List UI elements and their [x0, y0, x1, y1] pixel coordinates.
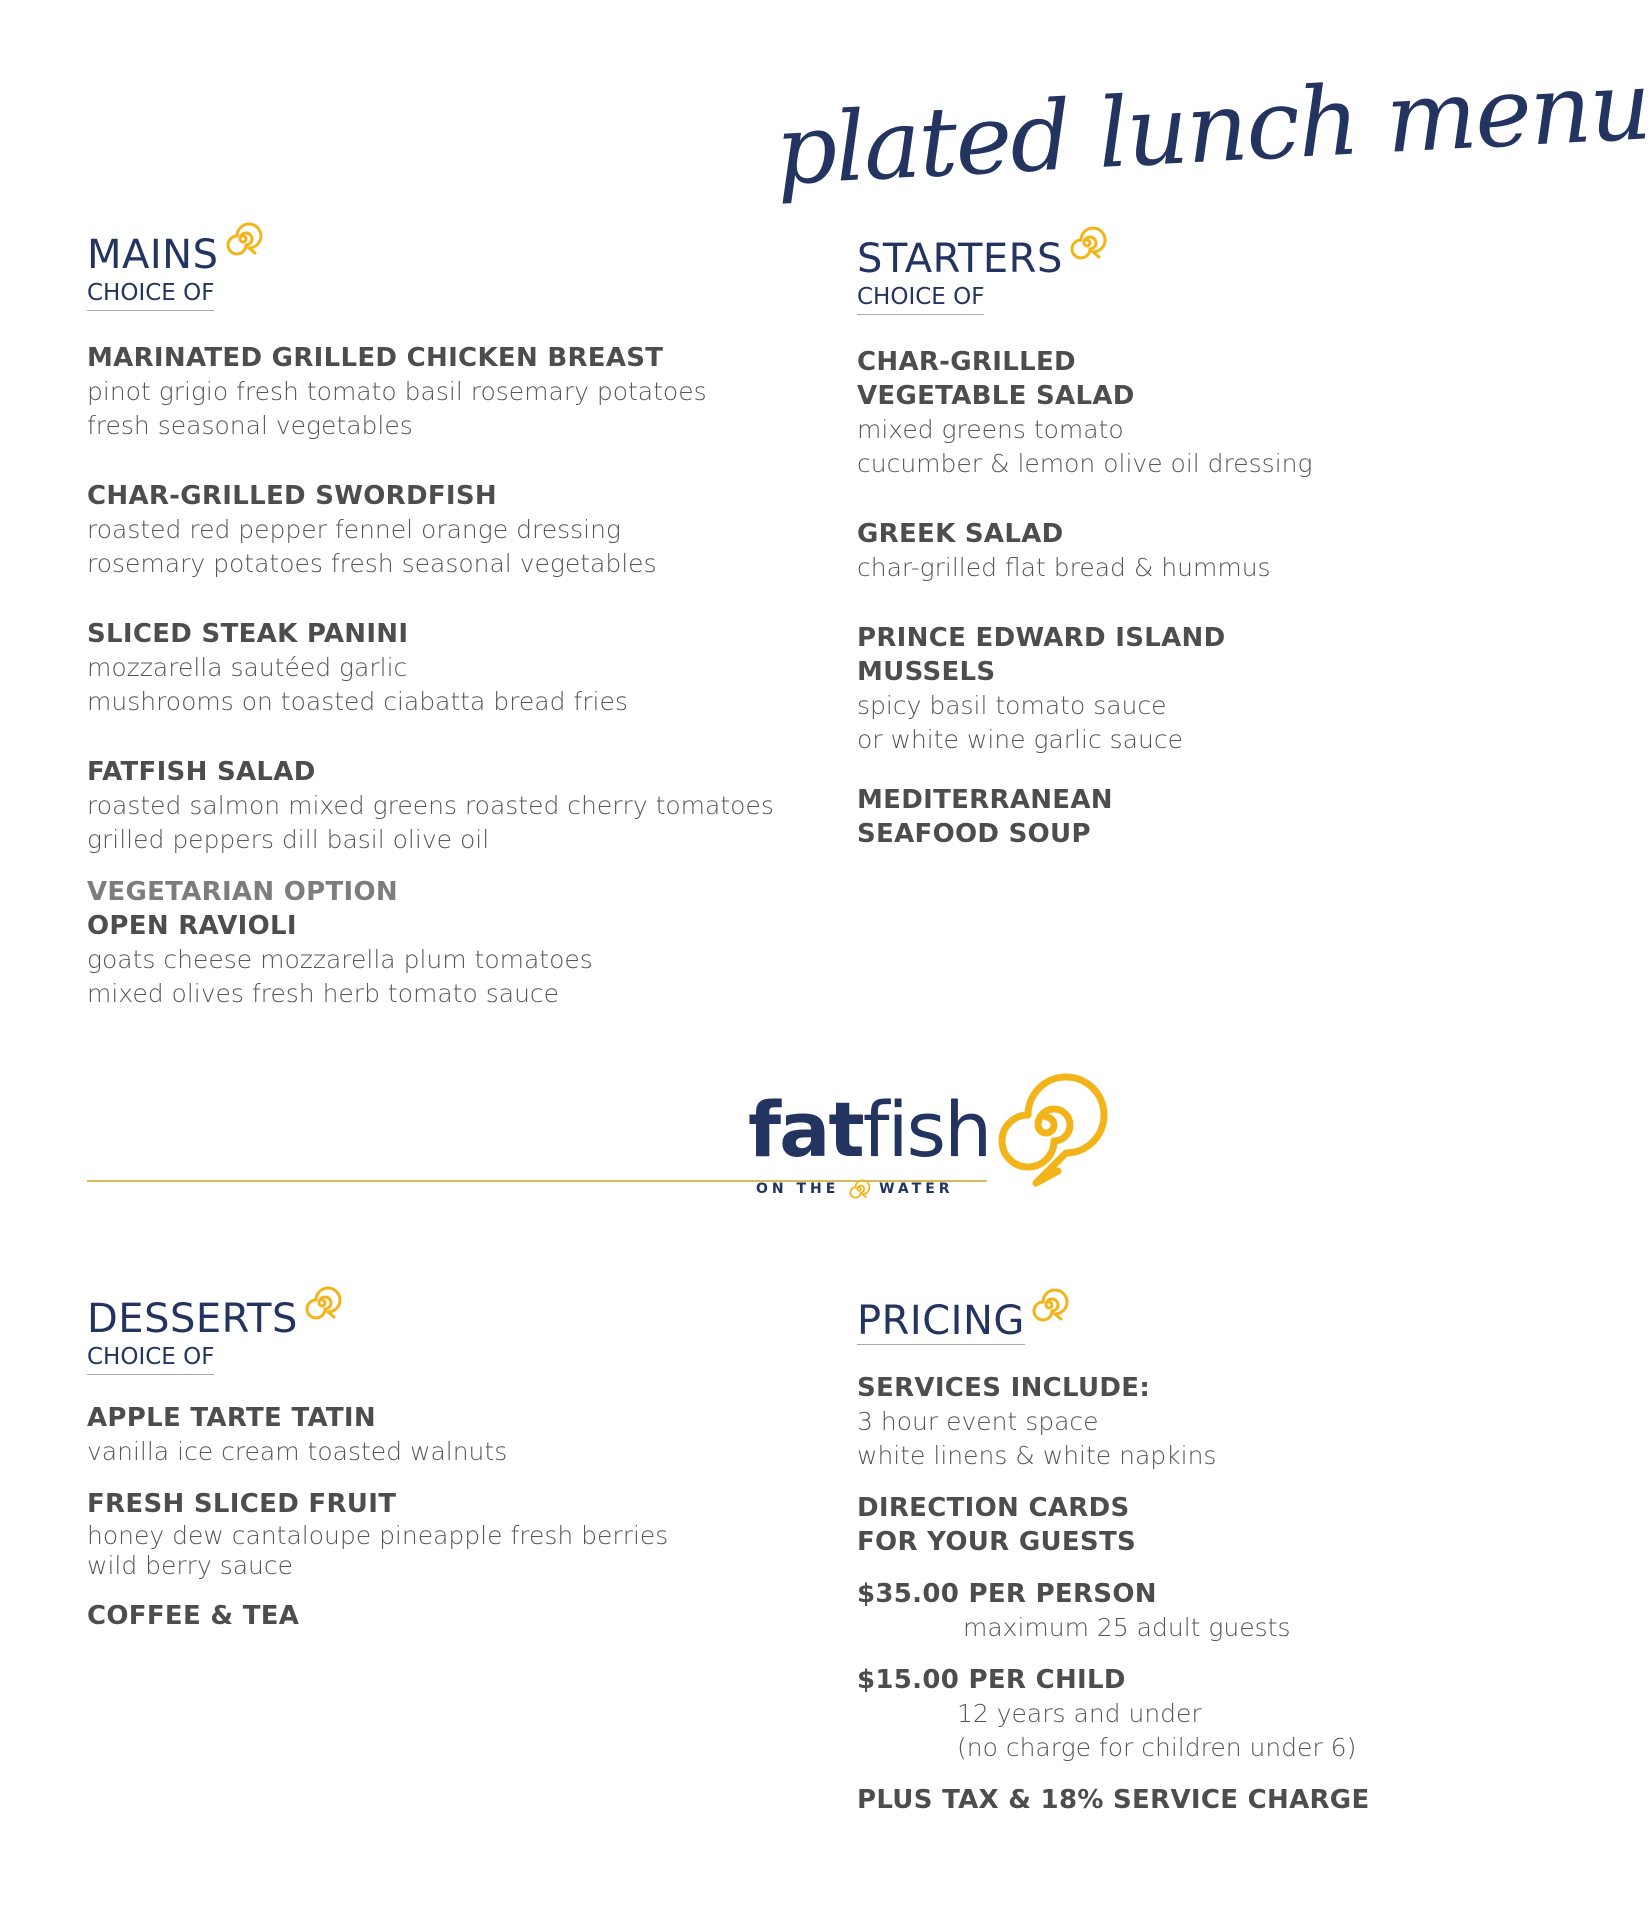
item-desc: spicy basil tomato sauce [857, 691, 1167, 720]
direction-line: DIRECTION CARDS [857, 1493, 1130, 1523]
menu-item [87, 341, 807, 443]
menu-item [87, 1599, 807, 1633]
item-title: MUSSELS [857, 657, 996, 687]
item-desc: roasted salmon mixed greens roasted cherry tomatoes [87, 791, 774, 820]
mains-subtitle: CHOICE OF [87, 278, 214, 311]
services [857, 1371, 1457, 1473]
item-title: GREEK SALAD [857, 519, 1064, 549]
item-desc: honey dew cantaloupe pineapple fresh berries [87, 1521, 669, 1550]
item-title: SLICED STEAK PANINI [87, 619, 409, 649]
item-desc: char-grilled flat bread & hummus [857, 553, 1271, 582]
item-desc: cucumber & lemon olive oil dressing [857, 449, 1313, 478]
item-title: OPEN RAVIOLI [87, 911, 297, 941]
logo-spiral-icon [980, 1055, 1110, 1205]
price-child [857, 1663, 1457, 1765]
item-desc: grilled peppers dill basil olive oil [87, 825, 490, 854]
service-line: 3 hour event space [857, 1407, 1099, 1436]
item-title: MARINATED GRILLED CHICKEN BREAST [87, 343, 664, 373]
item-desc: mozzarella sautéed garlic [87, 653, 408, 682]
item-title: SEAFOOD SOUP [857, 819, 1091, 849]
item-title: COFFEE & TEA [87, 1601, 300, 1631]
item-desc: mixed olives fresh herb tomato sauce [87, 979, 560, 1008]
menu-item [87, 1487, 807, 1581]
starters-section [857, 236, 1417, 851]
swirl-icon [1030, 1286, 1068, 1324]
vegetarian-option [87, 875, 807, 1011]
logo-wordmark [748, 1085, 991, 1174]
page-title: plated lunch menu [772, 49, 1652, 207]
price-note: (no charge for children under 6) [957, 1733, 1357, 1762]
item-title: APPLE TARTE TATIN [87, 1403, 376, 1433]
price-per-child: $15.00 PER CHILD [857, 1665, 1126, 1695]
item-desc: wild berry sauce [87, 1551, 294, 1580]
menu-item [87, 755, 807, 857]
services-title: SERVICES INCLUDE: [857, 1373, 1151, 1403]
swirl-icon [224, 220, 262, 258]
starters-title: STARTERS [857, 236, 1063, 282]
menu-item [87, 617, 807, 719]
menu-item [857, 517, 1417, 585]
swirl-icon [848, 1178, 870, 1200]
service-line: white linens & white napkins [857, 1441, 1217, 1470]
item-desc: rosemary potatoes fresh seasonal vegetables [87, 549, 657, 578]
logo-word-bold: fat [748, 1085, 863, 1174]
item-title: FRESH SLICED FRUIT [87, 1489, 397, 1519]
item-title: CHAR-GRILLED SWORDFISH [87, 481, 497, 511]
item-desc: pinot grigio fresh tomato basil rosemary potatoes [87, 377, 707, 406]
item-desc: goats cheese mozzarella plum tomatoes [87, 945, 593, 974]
logo-tag-right: WATER [879, 1181, 954, 1197]
item-desc: vanilla ice cream toasted walnuts [87, 1437, 508, 1466]
direction-cards [857, 1491, 1457, 1559]
desserts-title: DESSERTS [87, 1296, 298, 1342]
direction-line: FOR YOUR GUESTS [857, 1527, 1137, 1557]
menu-item [87, 1401, 807, 1469]
pricing-title: PRICING [857, 1298, 1025, 1344]
price-note: maximum 25 adult guests [963, 1613, 1291, 1642]
mains-title: MAINS [87, 232, 219, 278]
menu-item [857, 345, 1417, 481]
logo-tag-left: ON THE [756, 1181, 840, 1197]
item-title: VEGETABLE SALAD [857, 381, 1135, 411]
item-desc: mushrooms on toasted ciabatta bread fries [87, 687, 628, 716]
desserts-subtitle: CHOICE OF [87, 1342, 214, 1375]
item-title: FATFISH SALAD [87, 757, 316, 787]
item-desc: mixed greens tomato [857, 415, 1124, 444]
swirl-icon [1068, 224, 1106, 262]
logo [748, 1085, 991, 1200]
item-desc: fresh seasonal vegetables [87, 411, 413, 440]
item-title: MEDITERRANEAN [857, 785, 1113, 815]
mains-section [87, 232, 807, 1011]
menu-item [87, 479, 807, 581]
pricing-section [857, 1298, 1457, 1817]
starters-subtitle: CHOICE OF [857, 282, 984, 315]
price-note: 12 years and under [957, 1699, 1202, 1728]
menu-item [857, 621, 1417, 757]
tax-note: PLUS TAX & 18% SERVICE CHARGE [857, 1785, 1370, 1815]
logo-word-light: fish [862, 1085, 991, 1174]
item-title: PRINCE EDWARD ISLAND [857, 623, 1226, 653]
logo-tagline [748, 1178, 990, 1200]
menu-item [857, 783, 1417, 851]
price-per-person: $35.00 PER PERSON [857, 1579, 1157, 1609]
vegetarian-label: VEGETARIAN OPTION [87, 877, 398, 907]
item-desc: or white wine garlic sauce [857, 725, 1183, 754]
price-adult [857, 1577, 1457, 1645]
item-title: CHAR-GRILLED [857, 347, 1076, 377]
item-desc: roasted red pepper fennel orange dressing [87, 515, 621, 544]
desserts-section [87, 1296, 807, 1633]
swirl-icon [303, 1284, 341, 1322]
